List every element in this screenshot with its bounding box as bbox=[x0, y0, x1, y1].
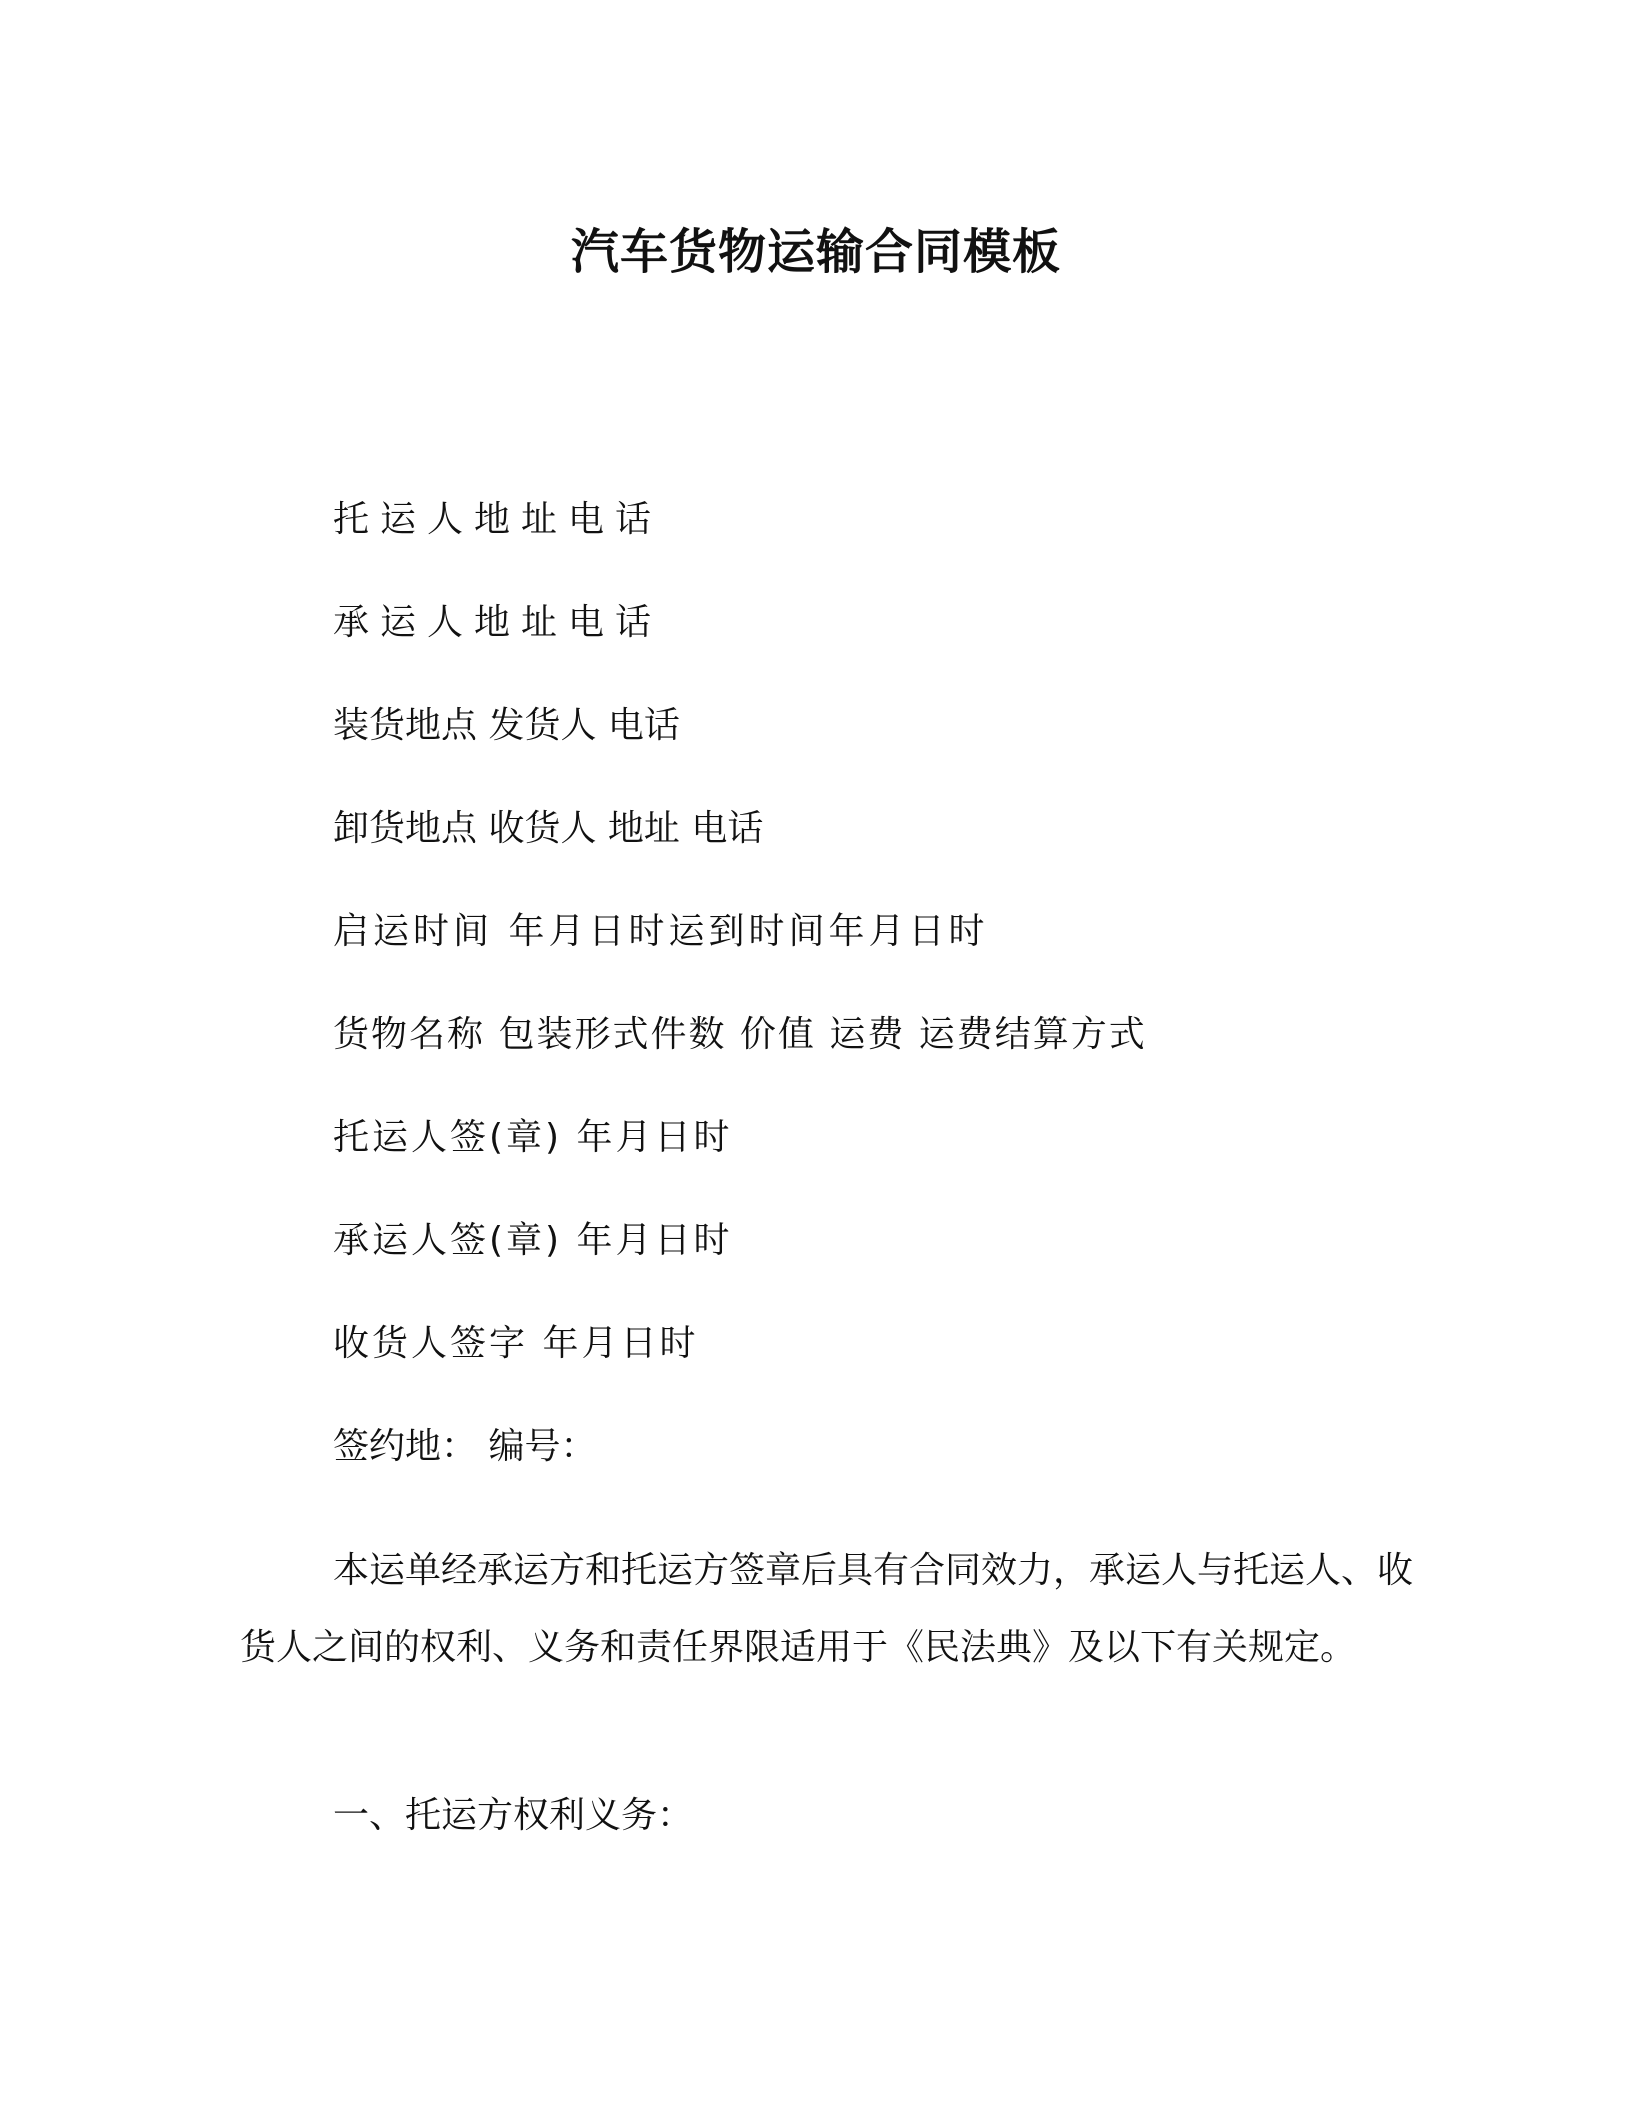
signing-place-number-line: 签约地： 编号： bbox=[333, 1426, 597, 1467]
consignee-signature-line: 收货人签字 年月日时 bbox=[333, 1323, 699, 1364]
loading-place-line: 装货地点 发货人 电话 bbox=[333, 705, 680, 746]
carrier-address-phone-line: 承运人地址电话 bbox=[333, 602, 663, 643]
shipper-address-phone-line: 托运人地址电话 bbox=[333, 499, 663, 540]
goods-info-line: 货物名称 包装形式件数 价值 运费 运费结算方式 bbox=[333, 1014, 1147, 1055]
shipper-signature-line: 托运人签(章) 年月日时 bbox=[333, 1117, 733, 1158]
transport-time-line: 启运时间 年月日时运到时间年月日时 bbox=[333, 911, 989, 952]
carrier-signature-line: 承运人签(章) 年月日时 bbox=[333, 1220, 733, 1261]
unloading-place-line: 卸货地点 收货人 地址 电话 bbox=[333, 808, 764, 849]
document-title: 汽车货物运输合同模板 bbox=[570, 224, 1061, 280]
contract-clause-paragraph: 本运单经承运方和托运方签章后具有合同效力，承运人与托运人、收货人之间的权利、义务和责任界限适用于《民法典》及以下有关规定。 bbox=[240, 1550, 1414, 1668]
section-heading: 一、托运方权利义务： bbox=[333, 1795, 694, 1836]
